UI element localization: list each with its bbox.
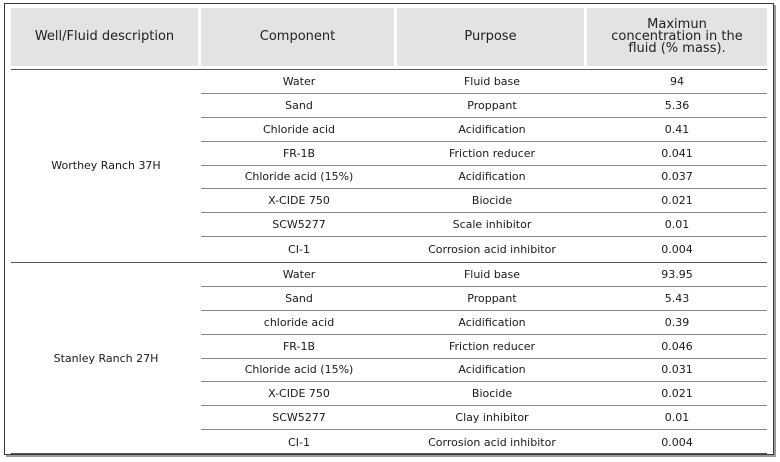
concentration-cell: 0.037 [661,170,693,184]
component-cell: Sand [285,98,313,112]
purpose-cell: Scale inhibitor [452,218,532,232]
group-rows [201,263,767,454]
well-group [11,262,767,454]
purpose-cell: Acidification [458,315,526,329]
concentration-cell: 5.36 [664,98,690,112]
concentration-cell: 0.021 [661,387,693,401]
table-row [201,70,767,94]
purpose-cell: Acidification [458,170,526,184]
component-cell: SCW5277 [272,411,326,425]
table-row [201,406,767,430]
purpose-cell: Biocide [471,194,513,208]
component-cell: X-CIDE 750 [268,194,330,208]
concentration-cell: 0.021 [661,194,693,208]
header-component: Component [201,8,397,66]
purpose-cell: Proppant [467,98,517,112]
component-cell: Sand [285,291,313,305]
component-cell: Chloride acid [262,122,336,136]
purpose-cell: Acidification [458,363,526,377]
component-cell: Chloride acid (15%) [244,363,354,377]
concentration-cell: 0.39 [664,315,690,329]
concentration-cell: 93.95 [661,267,693,281]
component-cell: Water [282,74,316,88]
table-row [201,94,767,118]
concentration-cell: 0.41 [664,122,690,136]
table-row [201,311,767,335]
table-row [201,237,767,261]
well-name: Worthey Ranch 37H [51,159,161,172]
table-row [201,189,767,213]
component-cell: Water [282,267,316,281]
table-row [201,166,767,190]
table-row [201,430,767,454]
table-row [201,142,767,166]
table-row [201,359,767,383]
concentration-cell: 0.01 [664,218,690,232]
concentration-cell: 0.01 [664,411,690,425]
purpose-cell: Acidification [458,122,526,136]
component-cell: Chloride acid (15%) [244,170,354,184]
purpose-cell: Friction reducer [448,339,536,353]
purpose-cell: Corrosion acid inhibitor [428,435,556,449]
purpose-cell: Proppant [467,291,517,305]
well-name: Stanley Ranch 27H [53,352,159,365]
component-cell: CI-1 [288,435,310,449]
table-header [11,8,767,66]
component-cell: SCW5277 [272,218,326,232]
concentration-cell: 0.004 [661,242,693,256]
concentration-cell: 0.031 [661,363,693,377]
concentration-cell: 0.046 [661,339,693,353]
concentration-cell: 94 [670,74,684,88]
concentration-cell: 0.004 [661,435,693,449]
purpose-cell: Fluid base [463,74,521,88]
concentration-cell: 5.43 [664,291,690,305]
table-row [201,287,767,311]
purpose-cell: Clay inhibitor [455,411,529,425]
well-group [11,70,767,261]
component-cell: FR-1B [282,146,316,160]
table-row [201,335,767,359]
header-purpose: Purpose [397,8,587,66]
component-cell: chloride acid [263,315,335,329]
component-cell: X-CIDE 750 [268,387,330,401]
table-row [201,382,767,406]
purpose-cell: Friction reducer [448,146,536,160]
table-row [201,213,767,237]
purpose-cell: Fluid base [463,267,521,281]
header-well: Well/Fluid description [11,8,201,66]
header-concentration: Maximun concentration in the fluid (% mass). [587,8,767,66]
concentration-cell: 0.041 [661,146,693,160]
component-cell: CI-1 [288,242,310,256]
purpose-cell: Biocide [471,387,513,401]
table-frame [4,3,774,455]
component-cell: FR-1B [282,339,316,353]
table-row [201,118,767,142]
table-bottom-rule [11,453,767,454]
table-row [201,263,767,287]
group-rows [201,70,767,261]
purpose-cell: Corrosion acid inhibitor [428,242,556,256]
